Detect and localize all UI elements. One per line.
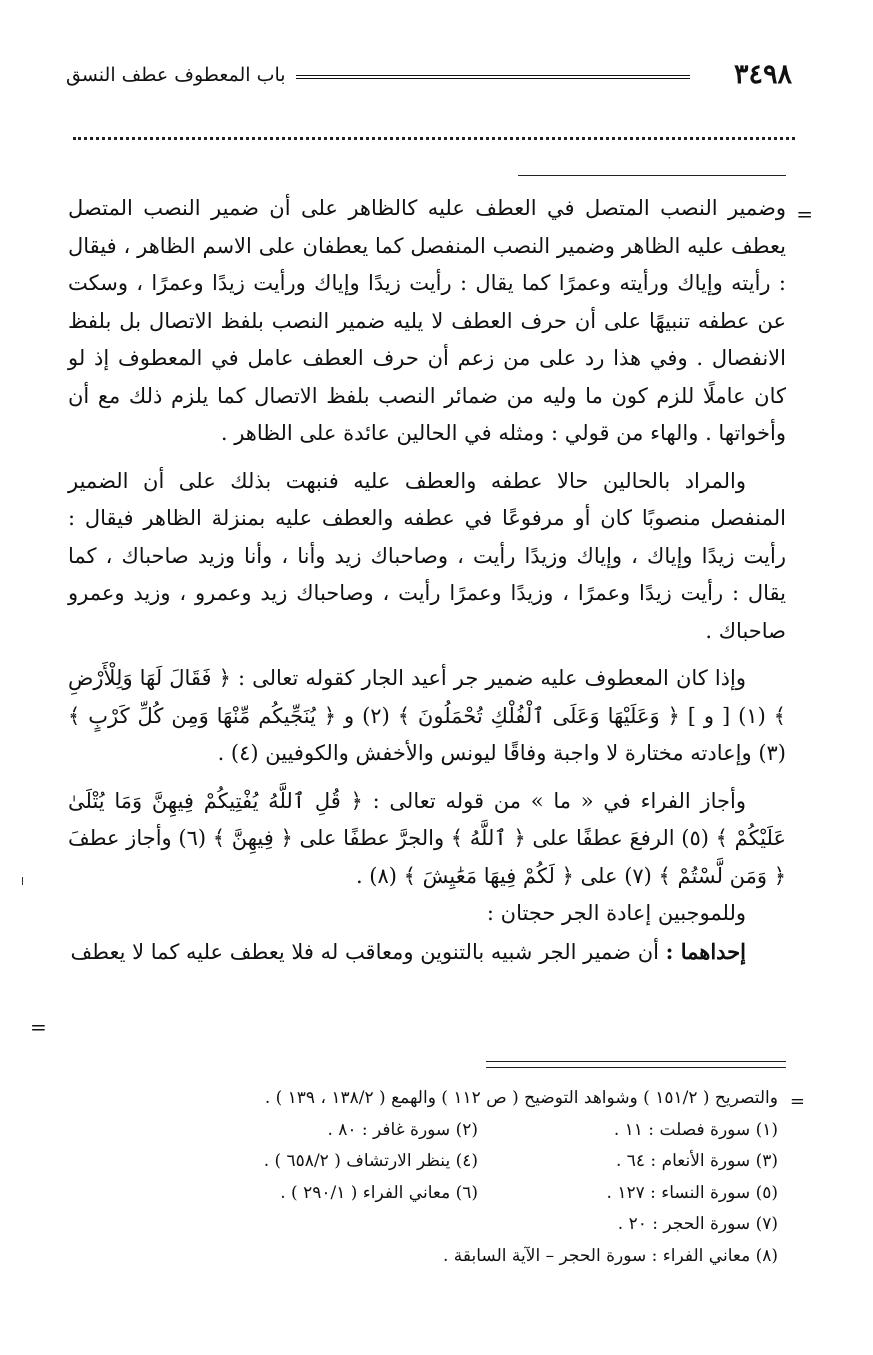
paragraph-6-label: إحداهما : <box>665 938 746 964</box>
footnote-continued: والتصريح ( ١٥١/٢ ) وشواهد التوضيح ( ص ١١٢ ) والهمع ( ١٣٨/٢ ، ١٣٩ ) . <box>264 1088 778 1108</box>
paragraph-6-text: أن ضمير الجر شبيه بالتنوين ومعاقب له فلا يعطف عليه كما لا يعطف <box>70 939 659 964</box>
paragraph-4: وأجاز الفراء في « ما » من قوله تعالى : ﴿ قُلِ ٱللَّهُ يُفْتِيكُمْ فِيهِنَّ وَمَا يُتْلَىٰ عَلَيْكُمْ ﴾ (٥) الرفعَ عطفًا على ﴿ ٱللَّهُ ﴾ والجرَّ عطفًا على ﴿ فِيهِنَّ ﴾ (٦) وأجاز عطفَ ﴿ وَمَن لَّسْتُمْ ﴾ (٧) على ﴿ لَكُمْ فِيهَا مَعَٰيِشَ ﴾ (٨) . <box>68 788 786 888</box>
footnote-6: (٦) معاني الفراء ( ٢٩٠/١ ) . <box>280 1182 478 1203</box>
footnote-3: (٣) سورة الأنعام : ٦٤ . <box>615 1151 778 1171</box>
footnote-continuation-mark: = <box>789 1091 805 1112</box>
section-rule <box>518 175 786 176</box>
paragraph-3: وإذا كان المعطوف عليه ضمير جر أعيد الجار كقوله تعالى : ﴿ فَقَالَ لَهَا وَلِلْأَرْضِ ﴾ (١) [ و ] ﴿ وَعَلَيْهَا وَعَلَى ٱلْفُلْكِ تُحْمَلُونَ ﴾ (٢) و ﴿ يُنَجِّيكُم مِّنْهَا وَمِن كُلِّ كَرْبٍ ﴾ (٣) وإعادته مختارة لا واجبة وفاقًا ليونس والأخفش والكوفيين (٤) . <box>68 666 786 765</box>
page-number: ٣٤٩٨ <box>733 59 792 90</box>
chapter-title: باب المعطوف عطف النسق <box>66 64 286 86</box>
footnote-1: (١) سورة فصلت : ١١ . <box>613 1119 778 1140</box>
main-text <box>68 190 786 971</box>
paragraph-1: وضمير النصب المتصل في العطف عليه كالظاهر على أن ضمير النصب المتصل يعطف عليه الظاهر وضمير النصب المنفصل كما يعطفان على الاسم الظاهر ، فيقال : رأيته وإياك ورأيته وعمرًا كما يقال : رأيت زيدًا وإياك ورأيت زيدًا وعمرًا ، وسكت عن عطفه تنبيهًا على أن حرف العطف لا يليه ضمير النصب بلفظ الاتصال بل بلفظ الانفصال . وفي هذا رد على من زعم أن حرف العطف عامل في المعطوف إذ لو كان عاملًا للزم كون ما وليه من ضمائر النصب بلفظ الاتصال كما يلزم ذلك مع أن وأخواتها . والهاء من قولي : ومثله في الحالين عائدة على الظاهر . <box>68 196 786 445</box>
footnote-8: (٨) معاني الفراء : سورة الحجر – الآية السابقة . <box>443 1245 778 1266</box>
footnote-rule-upper <box>486 1061 786 1062</box>
footnote-7: (٧) سورة الحجر : ٢٠ . <box>617 1214 778 1234</box>
footnote-4: (٤) ينظر الارتشاف ( ٦٥٨/٢ ) . <box>263 1151 478 1171</box>
footnote-row <box>78 1146 778 1178</box>
header-rule <box>296 75 690 79</box>
dotted-separator <box>73 137 795 140</box>
paragraph-6 <box>68 933 786 972</box>
footnote-5: (٥) سورة النساء : ١٢٧ . <box>606 1182 778 1203</box>
continuation-mark-top: = <box>796 202 813 226</box>
footnote-2: (٢) سورة غافر : ٨٠ . <box>327 1119 478 1140</box>
page-header <box>66 58 792 98</box>
footnote-rule-lower <box>486 1067 786 1068</box>
continuation-mark-bottom: = <box>30 1015 47 1039</box>
footnotes <box>78 1083 778 1272</box>
paragraph-5: وللموجبين إعادة الجر حجتان : <box>486 901 746 925</box>
paragraph-2: والمراد بالحالين حالا عطفه والعطف عليه فنبهت بذلك على أن الضمير المنفصل منصوبًا كان أو مرفوعًا في عطفه والعطف عليه بمنزلة الظاهر فيقال : رأيت زيدًا وإياك ، وإياك وزيدًا رأيت ، وصاحباك زيد وأنا ، وأنا وزيد صاحباك ، كما يقال : رأيت زيدًا وعمرًا ، وزيدًا وعمرًا رأيت ، وصاحباك زيد وعمرو ، وزيد وعمرو صاحباك . <box>68 468 786 643</box>
footnote-row <box>78 1115 778 1147</box>
margin-tick <box>22 877 24 885</box>
footnote-row <box>78 1178 778 1210</box>
